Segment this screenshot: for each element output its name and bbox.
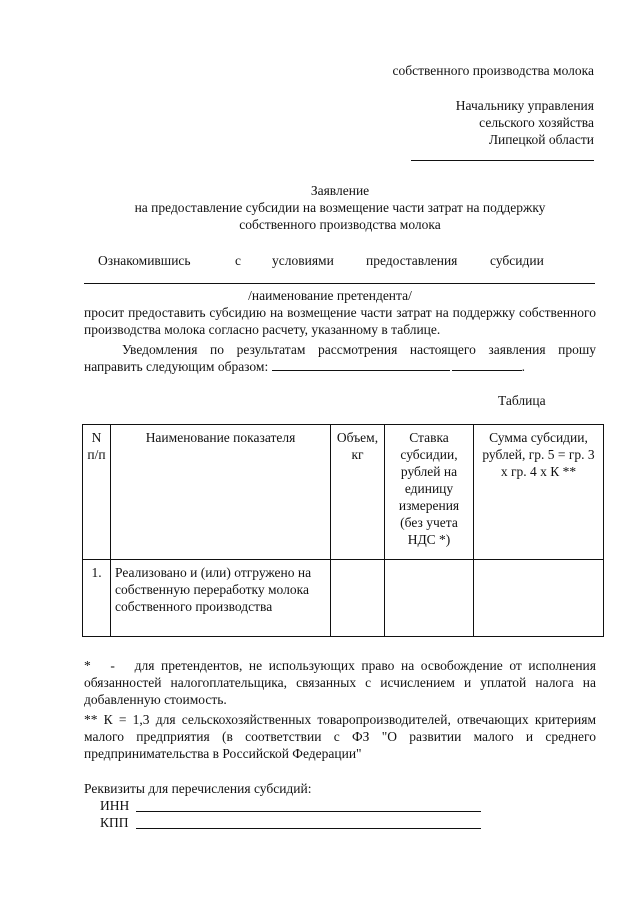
intro-word-2: с [235,253,241,268]
addressee-signature-line [411,160,594,161]
footnote-vat: * - для претендентов, не использующих право на освобождение от исполнения обязанностей налогоплательщика, связанных с исчислением и уплатой налога на добавленную стоимость. [84,658,600,707]
header-top-line: собственного производства молока [392,63,594,78]
applicant-caption: /наименование претендента/ [248,288,412,303]
table-caption: Таблица [498,393,546,408]
notice-paragraph [84,341,596,375]
addressee-line-3: Липецкой области [488,132,594,147]
row-cell-amount[interactable] [474,560,604,637]
header-cell-volume: Объем, кг [331,425,385,560]
applicant-name-line [84,283,595,284]
requisites-title: Реквизиты для перечисления субсидий: [84,781,312,796]
notice-end: . [521,359,525,374]
document-subtitle-1: на предоставление субсидии на возмещение части затрат на поддержку [134,200,546,215]
header-cell-amount: Сумма субсидии, рублей, гр. 5 = гр. 3 x гр. 4 x К ** [474,425,604,560]
notice-method-line-2 [452,359,522,371]
inn-field-line[interactable] [136,811,481,812]
notice-method-line-1 [272,359,450,371]
row-cell-rate[interactable] [385,560,474,637]
intro-word-5: субсидии [490,253,544,268]
footnote-coefficient: ** К = 1,3 для сельскохозяйственных товаропроизводителей, отвечающих критериям малого предприятия (в соответствии с ФЗ "О развитии малого и среднего предпринимательства в Российской Федерации" [84,712,596,761]
request-paragraph: просит предоставить субсидию на возмещение части затрат на поддержку собственного производства молока согласно расчету, указанному в таблице. [84,305,596,337]
row-cell-number: 1. [83,560,111,637]
kpp-field-line[interactable] [136,828,481,829]
document-subtitle-2: собственного производства молока [239,217,441,232]
kpp-label: КПП [100,815,129,830]
inn-label: ИНН [100,798,130,813]
intro-word-4: предоставления [366,253,458,268]
table-header-row [83,425,604,560]
subsidy-table [82,424,604,637]
addressee-line-1: Начальнику управления [455,98,594,113]
row-cell-indicator: Реализовано и (или) отгружено на собственную переработку молока собственного производства [111,560,331,637]
intro-word-1: Ознакомившись [98,253,191,268]
header-cell-indicator: Наименование показателя [111,425,331,560]
table-row [83,560,604,637]
document-title: Заявление [310,183,370,198]
notice-text: Уведомления по результатам рассмотрения настоящего заявления прошу направить следующим образом: [84,342,596,374]
row-cell-volume[interactable] [331,560,385,637]
addressee-line-2: сельского хозяйства [479,115,594,130]
header-cell-number: N п/п [83,425,111,560]
intro-word-3: условиями [272,253,334,268]
header-cell-rate: Ставка субсидии, рублей на единицу измерения (без учета НДС *) [385,425,474,560]
